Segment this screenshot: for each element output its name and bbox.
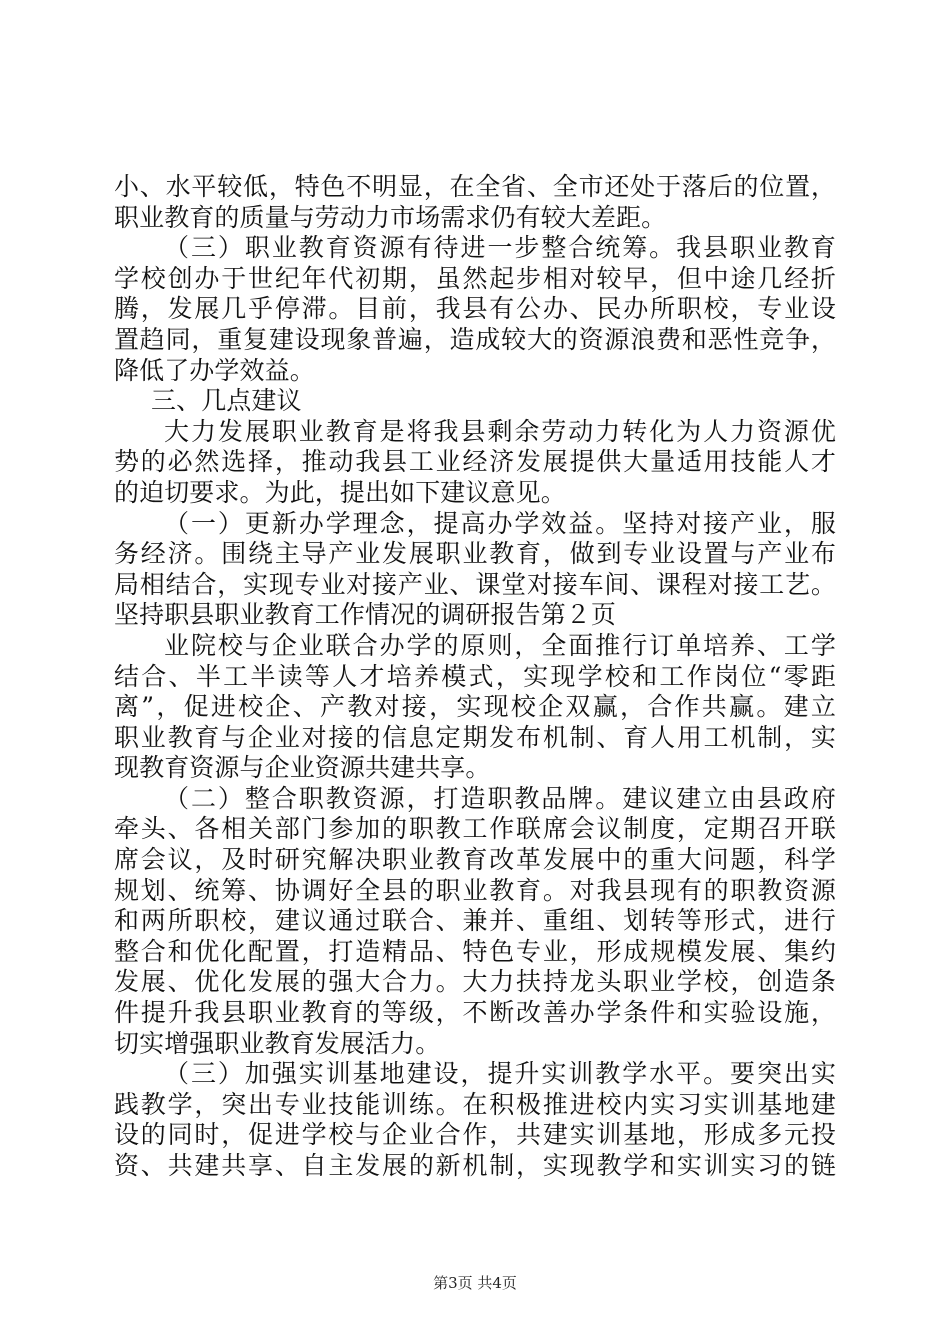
text-line: 牵头、各相关部门参加的职教工作联席会议制度，定期召开联: [114, 814, 836, 844]
text-line: （三）职业教育资源有待进一步整合统筹。我县职业教育: [164, 233, 836, 263]
text-line: 大力发展职业教育是将我县剩余劳动力转化为人力资源优: [164, 416, 836, 446]
text-line: 三、几点建议: [151, 386, 302, 416]
text-line: 和两所职校，建议通过联合、兼并、重组、划转等形式，进行: [114, 906, 836, 936]
page-footer: 第3页 共4页: [433, 1274, 517, 1292]
text-line: 规划、统筹、协调好全县的职业教育。对我县现有的职教资源: [114, 875, 836, 905]
text-line: 件提升我县职业教育的等级，不断改善办学条件和实验设施，: [114, 998, 836, 1028]
text-line: 坚持职县职业教育工作情况的调研报告第２页: [114, 600, 617, 630]
text-line: 的迫切要求。为此，提出如下建议意见。: [114, 477, 566, 507]
text-line: 切实增强职业教育发展活力。: [114, 1028, 441, 1058]
text-line: 设的同时，促进学校与企业合作，共建实训基地，形成多元投: [114, 1120, 836, 1150]
text-line: 践教学，突出专业技能训练。在积极推进校内实习实训基地建: [114, 1089, 836, 1119]
text-line: 势的必然选择，推动我县工业经济发展提供大量适用技能人才: [114, 447, 836, 477]
text-line: 整合和优化配置，打造精品、特色专业，形成规模发展、集约: [114, 936, 836, 966]
text-line: 局相结合，实现专业对接产业、课堂对接车间、课程对接工艺。: [114, 569, 836, 599]
text-line: 小、水平较低，特色不明显，在全省、全市还处于落后的位置，: [114, 172, 836, 201]
text-line: 职业教育的质量与劳动力市场需求仍有较大差距。: [114, 202, 667, 232]
text-line: （二）整合职教资源，打造职教品牌。建议建立由县政府: [164, 783, 836, 813]
text-line: 职业教育与企业对接的信息定期发布机制、育人用工机制，实: [114, 722, 836, 752]
text-line: 席会议，及时研究解决职业教育改革发展中的重大问题，科学: [114, 845, 836, 875]
text-line: （一）更新办学理念，提高办学效益。坚持对接产业，服: [164, 508, 836, 538]
text-line: 结合、半工半读等人才培养模式，实现学校和工作岗位“零距: [114, 661, 836, 691]
text-line: 务经济。围绕主导产业发展职业教育，做到专业设置与产业布: [114, 539, 836, 569]
document-body: [114, 172, 836, 1182]
text-line: （三）加强实训基地建设，提升实训教学水平。要突出实: [164, 1059, 836, 1089]
text-line: 发展、优化发展的强大合力。大力扶持龙头职业学校，创造条: [114, 967, 836, 997]
text-line: 置趋同，重复建设现象普遍，造成较大的资源浪费和恶性竞争，: [114, 324, 836, 354]
text-line: 学校创办于世纪年代初期，虽然起步相对较早，但中途几经折: [114, 263, 836, 293]
text-line: 腾，发展几乎停滞。目前，我县有公办、民办所职校，专业设: [114, 294, 836, 324]
text-line: 降低了办学效益。: [114, 355, 315, 385]
text-line: 业院校与企业联合办学的原则，全面推行订单培养、工学: [164, 630, 836, 660]
text-line: 离”，促进校企、产教对接，实现校企双赢，合作共赢。建立: [114, 692, 836, 722]
text-line: 现教育资源与企业资源共建共享。: [114, 753, 491, 783]
text-line: 资、共建共享、自主发展的新机制，实现教学和实训实习的链: [114, 1151, 836, 1180]
